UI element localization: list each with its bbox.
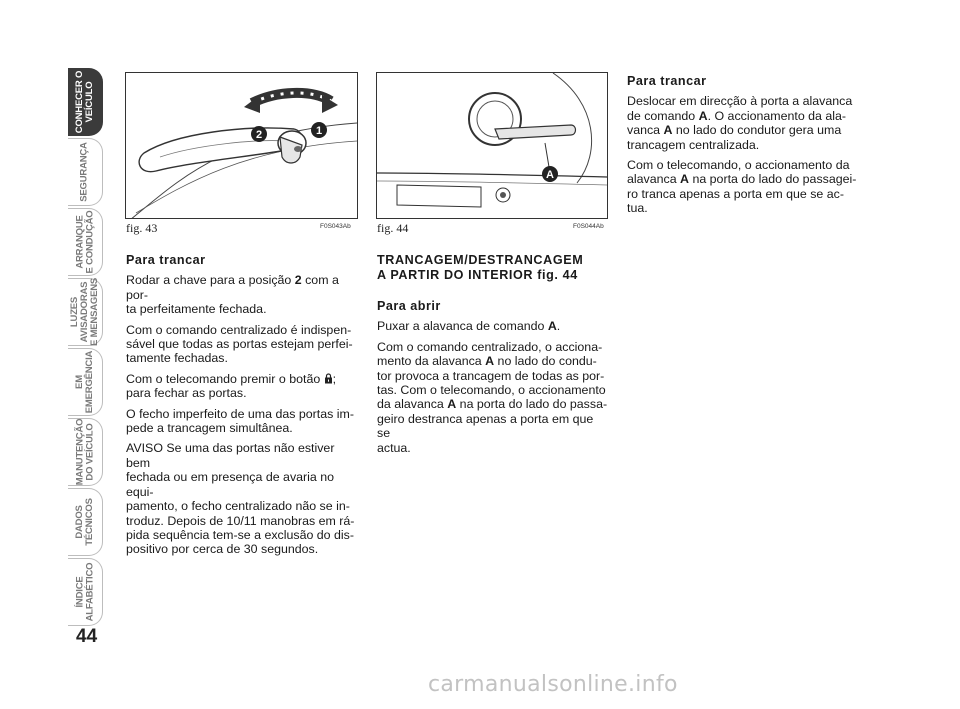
figure-43-door-handle-key <box>125 72 358 219</box>
figure-44-interior-lever <box>376 72 608 219</box>
tab-conhecer-o-veiculo[interactable] <box>68 68 103 136</box>
figure-43-caption: fig. 43 <box>126 221 158 235</box>
tab-label: DADOS TÉCNICOS <box>74 498 95 546</box>
tab-indice-alfabetico[interactable] <box>68 558 103 626</box>
column-3 <box>627 74 859 222</box>
marker-1: 1 <box>315 125 323 137</box>
tab-seguranca[interactable] <box>68 138 103 206</box>
tab-label: ARRANQUE E CONDUÇÃO <box>74 210 96 274</box>
section-title: TRANCAGEM/DESTRANCAGEM A PARTIR DO INTERIOR fig. 44 <box>377 253 584 282</box>
heading-para-abrir: Para abrir <box>377 299 441 313</box>
column-1 <box>126 253 356 563</box>
tab-dados-tecnicos[interactable] <box>68 488 103 556</box>
tab-label: MANUTENÇÃO DO VEÍCULO <box>74 418 96 486</box>
marker-a: A <box>546 169 554 181</box>
heading-para-trancar: Para trancar <box>627 74 707 88</box>
paragraph: Rodar a chave para a posição 2 com a por- ta perfeitamente fechada. <box>126 273 339 317</box>
tab-label: EM EMERGÊNCIA <box>74 350 95 414</box>
paragraph-warning: AVISO Se uma das portas não estiver bem fechada ou em presença de avaria no equi- pamento, o fecho centralizado não se in- troduz. Depois de 10/11 manobras em rá- pida sequência tem-se a exclusão do dis- positivo por cerca de 30 segundos. <box>126 441 355 557</box>
tab-luzes-avisadoras[interactable] <box>68 278 103 346</box>
marker-2: 2 <box>255 129 263 141</box>
paragraph: O fecho imperfeito de uma das portas im- pede a trancagem simultânea. <box>126 406 354 436</box>
interior-lever-illustration <box>377 73 607 218</box>
door-handle-key-illustration <box>126 73 357 218</box>
tab-manutencao-do-veiculo[interactable] <box>68 418 103 486</box>
heading-para-trancar: Para trancar <box>126 253 206 267</box>
paragraph: Puxar a alavanca de comando A. <box>377 319 561 334</box>
figure-44-code: F0S044Ab <box>573 223 604 230</box>
column-2 <box>377 253 609 461</box>
tab-label: ÍNDICE ALFABÉTICO <box>74 562 96 622</box>
lock-icon <box>324 373 333 384</box>
figure-44-caption: fig. 44 <box>377 221 409 235</box>
figure-43-code: F0S043Ab <box>320 223 351 230</box>
page-number: 44 <box>76 626 98 647</box>
watermark: carmanualsonline.info <box>428 672 678 697</box>
paragraph: Com o telecomando premir o botão ; para fechar as portas. <box>126 371 337 401</box>
paragraph: Com o telecomando, o accionamento da alavanca A na porta do lado do passagei- ro tranca apenas a porta em que se ac- tua. <box>627 158 857 216</box>
paragraph: Com o comando centralizado é indispen- sável que todas as portas estejam perfei- tamente fechadas. <box>126 322 353 366</box>
paragraph: Deslocar em direcção à porta a alavanca de comando A. O accionamento da ala- vanca A no lado do condutor gera uma trancagem centralizada. <box>627 94 853 152</box>
tab-label: CONHECER O VEÍCULO <box>74 70 95 134</box>
tab-em-emergencia[interactable] <box>68 348 103 416</box>
tab-label: LUZES AVISADORAS E MENSAGENS <box>69 277 101 347</box>
paragraph: Com o comando centralizado, o acciona- mento da alavanca A no lado do condu- tor provoca a trancagem de todas as por- tas. Com o telecomando, o accionamento da alavanca A na porta do lado do passa- geiro destranca apenas a porta em que se actua. <box>377 339 608 455</box>
tab-arranque-e-conducao[interactable] <box>68 208 103 276</box>
tab-label: SEGURANÇA <box>79 142 90 202</box>
